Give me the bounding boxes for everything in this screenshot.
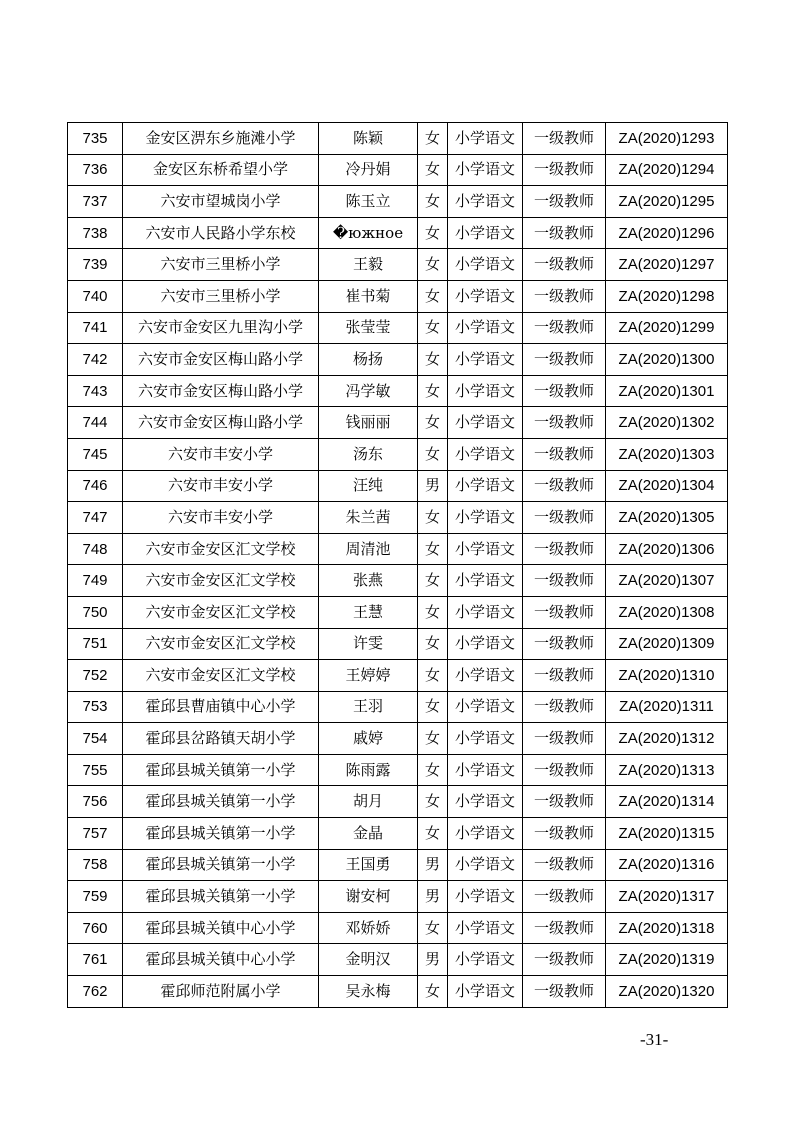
table-row [68,786,728,818]
school-cell: 六安市望城岗小学 [123,186,319,218]
title-rank-cell: 一级教师 [523,375,606,407]
subject-cell: 小学语文 [448,375,523,407]
teacher-name-cell: 王羽 [319,691,418,723]
row-number-cell: 742 [68,344,123,376]
row-number-cell: 744 [68,407,123,439]
table-row [68,565,728,597]
certificate-number-cell: ZA(2020)1293 [606,123,728,155]
subject-cell: 小学语文 [448,280,523,312]
row-number-cell: 746 [68,470,123,502]
title-rank-cell: 一级教师 [523,407,606,439]
teacher-name-cell: 许雯 [319,628,418,660]
table-row [68,407,728,439]
teacher-name-cell: 冷丹娟 [319,154,418,186]
certificate-number-cell: ZA(2020)1310 [606,660,728,692]
table-row [68,691,728,723]
certificate-number-cell: ZA(2020)1309 [606,628,728,660]
title-rank-cell: 一级教师 [523,976,606,1008]
certificate-number-cell: ZA(2020)1300 [606,344,728,376]
table-row [68,249,728,281]
gender-cell: 女 [418,628,448,660]
title-rank-cell: 一级教师 [523,628,606,660]
gender-cell: 女 [418,407,448,439]
gender-cell: 女 [418,217,448,249]
teacher-name-cell: 王毅 [319,249,418,281]
teacher-name-cell: 吴永梅 [319,976,418,1008]
gender-cell: 女 [418,249,448,281]
school-cell: 六安市人民路小学东校 [123,217,319,249]
certificate-number-cell: ZA(2020)1311 [606,691,728,723]
school-cell: 霍邱县曹庙镇中心小学 [123,691,319,723]
table-row [68,818,728,850]
school-cell: 金安区东桥希望小学 [123,154,319,186]
title-rank-cell: 一级教师 [523,849,606,881]
roster-body [68,123,728,1008]
subject-cell: 小学语文 [448,628,523,660]
table-row [68,217,728,249]
certificate-number-cell: ZA(2020)1299 [606,312,728,344]
school-cell: 六安市金安区汇文学校 [123,628,319,660]
teacher-name-cell: 钱丽丽 [319,407,418,439]
certificate-number-cell: ZA(2020)1308 [606,596,728,628]
teacher-name-cell: 冯学敏 [319,375,418,407]
table-row [68,849,728,881]
title-rank-cell: 一级教师 [523,565,606,597]
school-cell: 六安市三里桥小学 [123,249,319,281]
row-number-cell: 736 [68,154,123,186]
school-cell: 六安市金安区九里沟小学 [123,312,319,344]
teacher-name-cell: 陈玉立 [319,186,418,218]
school-cell: 霍邱县城关镇第一小学 [123,818,319,850]
row-number-cell: 753 [68,691,123,723]
school-cell: 霍邱县城关镇第一小学 [123,786,319,818]
subject-cell: 小学语文 [448,565,523,597]
table-row [68,375,728,407]
gender-cell: 女 [418,754,448,786]
teacher-name-cell: 张莹莹 [319,312,418,344]
gender-cell: 男 [418,944,448,976]
teacher-name-cell: 邓娇娇 [319,912,418,944]
row-number-cell: 751 [68,628,123,660]
row-number-cell: 758 [68,849,123,881]
title-rank-cell: 一级教师 [523,217,606,249]
table-row [68,312,728,344]
certificate-number-cell: ZA(2020)1302 [606,407,728,439]
row-number-cell: 749 [68,565,123,597]
table-row [68,154,728,186]
title-rank-cell: 一级教师 [523,312,606,344]
table-row [68,344,728,376]
title-rank-cell: 一级教师 [523,818,606,850]
subject-cell: 小学语文 [448,154,523,186]
certificate-number-cell: ZA(2020)1318 [606,912,728,944]
row-number-cell: 739 [68,249,123,281]
subject-cell: 小学语文 [448,344,523,376]
title-rank-cell: 一级教师 [523,533,606,565]
certificate-number-cell: ZA(2020)1304 [606,470,728,502]
gender-cell: 女 [418,344,448,376]
teacher-name-cell: 朱兰茜 [319,502,418,534]
gender-cell: 男 [418,470,448,502]
school-cell: 六安市金安区汇文学校 [123,565,319,597]
school-cell: 霍邱县城关镇中心小学 [123,912,319,944]
gender-cell: 男 [418,881,448,913]
school-cell: 霍邱县岔路镇天胡小学 [123,723,319,755]
subject-cell: 小学语文 [448,217,523,249]
table-row [68,470,728,502]
gender-cell: 女 [418,786,448,818]
school-cell: 六安市丰安小学 [123,470,319,502]
row-number-cell: 755 [68,754,123,786]
gender-cell: 男 [418,849,448,881]
subject-cell: 小学语文 [448,249,523,281]
gender-cell: 女 [418,818,448,850]
row-number-cell: 761 [68,944,123,976]
teacher-name-cell: �южное [319,217,418,249]
table-row [68,881,728,913]
gender-cell: 女 [418,565,448,597]
row-number-cell: 752 [68,660,123,692]
row-number-cell: 762 [68,976,123,1008]
table-row [68,533,728,565]
school-cell: 六安市丰安小学 [123,502,319,534]
title-rank-cell: 一级教师 [523,881,606,913]
table-row [68,754,728,786]
subject-cell: 小学语文 [448,438,523,470]
teacher-name-cell: 谢安柯 [319,881,418,913]
subject-cell: 小学语文 [448,123,523,155]
gender-cell: 女 [418,438,448,470]
subject-cell: 小学语文 [448,754,523,786]
table-row [68,502,728,534]
table-row [68,186,728,218]
certificate-number-cell: ZA(2020)1294 [606,154,728,186]
page-number: -31- [640,1030,669,1049]
subject-cell: 小学语文 [448,533,523,565]
table-row [68,912,728,944]
table-row [68,123,728,155]
table-row [68,628,728,660]
table-row [68,596,728,628]
school-cell: 六安市三里桥小学 [123,280,319,312]
subject-cell: 小学语文 [448,502,523,534]
subject-cell: 小学语文 [448,470,523,502]
row-number-cell: 750 [68,596,123,628]
school-cell: 六安市金安区梅山路小学 [123,375,319,407]
title-rank-cell: 一级教师 [523,944,606,976]
school-cell: 六安市金安区汇文学校 [123,596,319,628]
subject-cell: 小学语文 [448,723,523,755]
school-cell: 六安市金安区梅山路小学 [123,344,319,376]
subject-cell: 小学语文 [448,596,523,628]
title-rank-cell: 一级教师 [523,691,606,723]
table-row [68,660,728,692]
subject-cell: 小学语文 [448,660,523,692]
teacher-roster-table [67,122,728,1008]
teacher-name-cell: 戚婷 [319,723,418,755]
title-rank-cell: 一级教师 [523,186,606,218]
certificate-number-cell: ZA(2020)1317 [606,881,728,913]
gender-cell: 女 [418,596,448,628]
teacher-name-cell: 汤东 [319,438,418,470]
school-cell: 六安市丰安小学 [123,438,319,470]
teacher-name-cell: 王婷婷 [319,660,418,692]
subject-cell: 小学语文 [448,186,523,218]
title-rank-cell: 一级教师 [523,754,606,786]
gender-cell: 女 [418,186,448,218]
title-rank-cell: 一级教师 [523,154,606,186]
certificate-number-cell: ZA(2020)1313 [606,754,728,786]
teacher-name-cell: 王慧 [319,596,418,628]
subject-cell: 小学语文 [448,849,523,881]
certificate-number-cell: ZA(2020)1320 [606,976,728,1008]
title-rank-cell: 一级教师 [523,438,606,470]
school-cell: 霍邱县城关镇第一小学 [123,754,319,786]
title-rank-cell: 一级教师 [523,502,606,534]
subject-cell: 小学语文 [448,881,523,913]
gender-cell: 女 [418,502,448,534]
row-number-cell: 741 [68,312,123,344]
certificate-number-cell: ZA(2020)1306 [606,533,728,565]
title-rank-cell: 一级教师 [523,344,606,376]
school-cell: 霍邱县城关镇第一小学 [123,881,319,913]
row-number-cell: 745 [68,438,123,470]
gender-cell: 女 [418,533,448,565]
row-number-cell: 740 [68,280,123,312]
certificate-number-cell: ZA(2020)1301 [606,375,728,407]
row-number-cell: 743 [68,375,123,407]
certificate-number-cell: ZA(2020)1315 [606,818,728,850]
gender-cell: 女 [418,660,448,692]
school-cell: 霍邱师范附属小学 [123,976,319,1008]
subject-cell: 小学语文 [448,976,523,1008]
school-cell: 六安市金安区梅山路小学 [123,407,319,439]
certificate-number-cell: ZA(2020)1314 [606,786,728,818]
table-row [68,944,728,976]
school-cell: 霍邱县城关镇第一小学 [123,849,319,881]
title-rank-cell: 一级教师 [523,280,606,312]
certificate-number-cell: ZA(2020)1316 [606,849,728,881]
row-number-cell: 756 [68,786,123,818]
title-rank-cell: 一级教师 [523,470,606,502]
row-number-cell: 747 [68,502,123,534]
title-rank-cell: 一级教师 [523,123,606,155]
certificate-number-cell: ZA(2020)1297 [606,249,728,281]
certificate-number-cell: ZA(2020)1295 [606,186,728,218]
gender-cell: 女 [418,375,448,407]
title-rank-cell: 一级教师 [523,660,606,692]
teacher-name-cell: 陈颖 [319,123,418,155]
title-rank-cell: 一级教师 [523,912,606,944]
row-number-cell: 754 [68,723,123,755]
row-number-cell: 738 [68,217,123,249]
subject-cell: 小学语文 [448,786,523,818]
certificate-number-cell: ZA(2020)1296 [606,217,728,249]
certificate-number-cell: ZA(2020)1319 [606,944,728,976]
subject-cell: 小学语文 [448,944,523,976]
gender-cell: 女 [418,312,448,344]
teacher-name-cell: 陈雨露 [319,754,418,786]
teacher-name-cell: 崔书菊 [319,280,418,312]
gender-cell: 女 [418,723,448,755]
subject-cell: 小学语文 [448,691,523,723]
row-number-cell: 737 [68,186,123,218]
title-rank-cell: 一级教师 [523,596,606,628]
teacher-name-cell: 王国勇 [319,849,418,881]
teacher-name-cell: 周清池 [319,533,418,565]
school-cell: 六安市金安区汇文学校 [123,533,319,565]
title-rank-cell: 一级教师 [523,249,606,281]
subject-cell: 小学语文 [448,912,523,944]
title-rank-cell: 一级教师 [523,786,606,818]
gender-cell: 女 [418,154,448,186]
teacher-name-cell: 金晶 [319,818,418,850]
row-number-cell: 759 [68,881,123,913]
row-number-cell: 748 [68,533,123,565]
gender-cell: 女 [418,912,448,944]
gender-cell: 女 [418,123,448,155]
certificate-number-cell: ZA(2020)1305 [606,502,728,534]
table-row [68,723,728,755]
table-row [68,280,728,312]
subject-cell: 小学语文 [448,818,523,850]
certificate-number-cell: ZA(2020)1307 [606,565,728,597]
table-row [68,438,728,470]
gender-cell: 女 [418,280,448,312]
school-cell: 霍邱县城关镇中心小学 [123,944,319,976]
gender-cell: 女 [418,976,448,1008]
teacher-name-cell: 杨扬 [319,344,418,376]
teacher-name-cell: 汪纯 [319,470,418,502]
table-row [68,976,728,1008]
school-cell: 金安区淠东乡施滩小学 [123,123,319,155]
subject-cell: 小学语文 [448,312,523,344]
certificate-number-cell: ZA(2020)1312 [606,723,728,755]
subject-cell: 小学语文 [448,407,523,439]
teacher-name-cell: 张燕 [319,565,418,597]
certificate-number-cell: ZA(2020)1298 [606,280,728,312]
title-rank-cell: 一级教师 [523,723,606,755]
school-cell: 六安市金安区汇文学校 [123,660,319,692]
certificate-number-cell: ZA(2020)1303 [606,438,728,470]
row-number-cell: 735 [68,123,123,155]
row-number-cell: 757 [68,818,123,850]
gender-cell: 女 [418,691,448,723]
teacher-name-cell: 金明汉 [319,944,418,976]
row-number-cell: 760 [68,912,123,944]
teacher-name-cell: 胡月 [319,786,418,818]
